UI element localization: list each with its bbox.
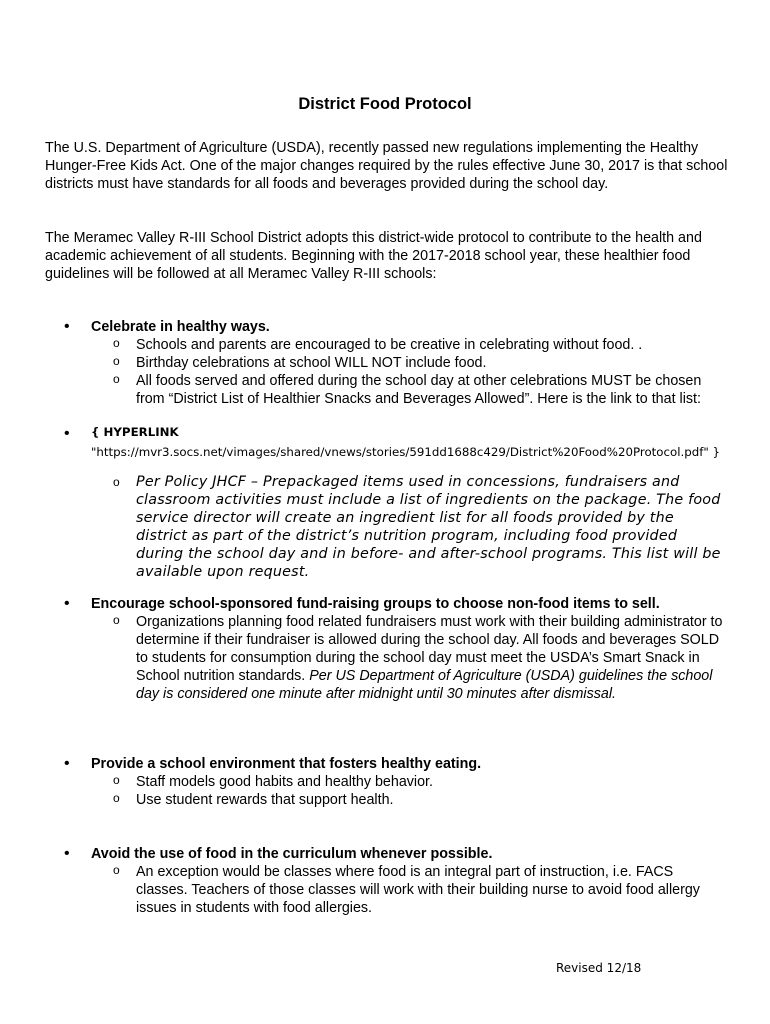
policy-note: Per Policy JHCF – Prepackaged items used in concessions, fundraisers and classroom activities must include a list of ingredients on the package. The food service director will create an ingredient list for all foods provided by the district as part of the district’s nutrition program, including food provided during the school day and in before- and after-school programs. This list will be available upon request. (136, 474, 721, 580)
adoption-paragraph: The Meramec Valley R-III School District adopts this district-wide protocol to contribute to the health and academic achievement of all students. Beginning with the 2017-2018 school year, these healthier food guidelines will be followed at all Meramec Valley R-III schools: (45, 230, 702, 283)
list-item: o Staff models good habits and healthy behavior. (113, 773, 434, 790)
circle-bullet-icon: o (113, 475, 120, 489)
intro-paragraph: The U.S. Department of Agriculture (USDA), recently passed new regulations implementing the Healthy Hunger-Free Kids Act. One of the major changes required by the rules effective June 30, 2017 is that school districts must have standards for all foods and beverages provided during the school day. (45, 140, 728, 193)
section-heading-celebrate: Celebrate in healthy ways. (91, 319, 270, 335)
list-item: o Schools and parents are encouraged to be creative in celebrating without food. . (113, 336, 643, 353)
list-item: o Use student rewards that support health. (113, 791, 394, 808)
circle-bullet-icon: o (113, 372, 120, 386)
circle-bullet-icon: o (113, 791, 120, 805)
circle-bullet-icon: o (113, 354, 120, 368)
list-item: o All foods served and offered during the school day at other celebrations MUST be chosen from “District List of Healthier Snacks and Beverages Allowed”. Here is the link to that list: (113, 372, 702, 407)
circle-bullet-icon: o (113, 863, 120, 877)
list-item: o An exception would be classes where food is an integral part of instruction, i.e. FACS classes. Teachers of those classes will work with their building nurse to avoid food allergy issues in students with food allergies. (113, 863, 700, 916)
section-heading-fundraising: Encourage school-sponsored fund-raising groups to choose non-food items to sell. (91, 596, 660, 612)
circle-bullet-icon: o (113, 613, 120, 627)
section-heading-curriculum: Avoid the use of food in the curriculum whenever possible. (91, 846, 493, 862)
circle-bullet-icon: o (113, 336, 120, 350)
bullet-icon (64, 318, 74, 336)
list-item: o Birthday celebrations at school WILL NOT include food. (113, 354, 487, 371)
revision-date: Revised 12/18 (556, 961, 642, 975)
list-item (113, 473, 723, 581)
hyperlink-url[interactable]: "https://mvr3.socs.net/vimages/shared/vnews/stories/591dd1688c429/District%20Food%20Protocol.pdf" } (91, 445, 721, 459)
circle-bullet-icon: o (113, 773, 120, 787)
bullet-icon (64, 425, 74, 443)
hyperlink-field[interactable] (91, 422, 731, 462)
bullet-icon (64, 595, 74, 613)
bullet-icon (64, 755, 74, 773)
list-item: o Organizations planning food related fundraisers must work with their building administrator to determine if their fundraiser is allowed during the school day. All foods and beverages SOLD to students for consumption during the school day must meet the USDA’s Smart Snack in School nutrition standards. Per US Department of Agriculture (USDA) guidelines the school day is considered one minute after midnight until 30 minutes after dismissal. (113, 613, 723, 702)
hyperlink-field-code: { HYPERLINK (91, 425, 179, 439)
page-title: District Food Protocol (298, 95, 472, 113)
bullet-icon (64, 845, 74, 863)
section-heading-environment: Provide a school environment that fosters healthy eating. (91, 756, 482, 772)
